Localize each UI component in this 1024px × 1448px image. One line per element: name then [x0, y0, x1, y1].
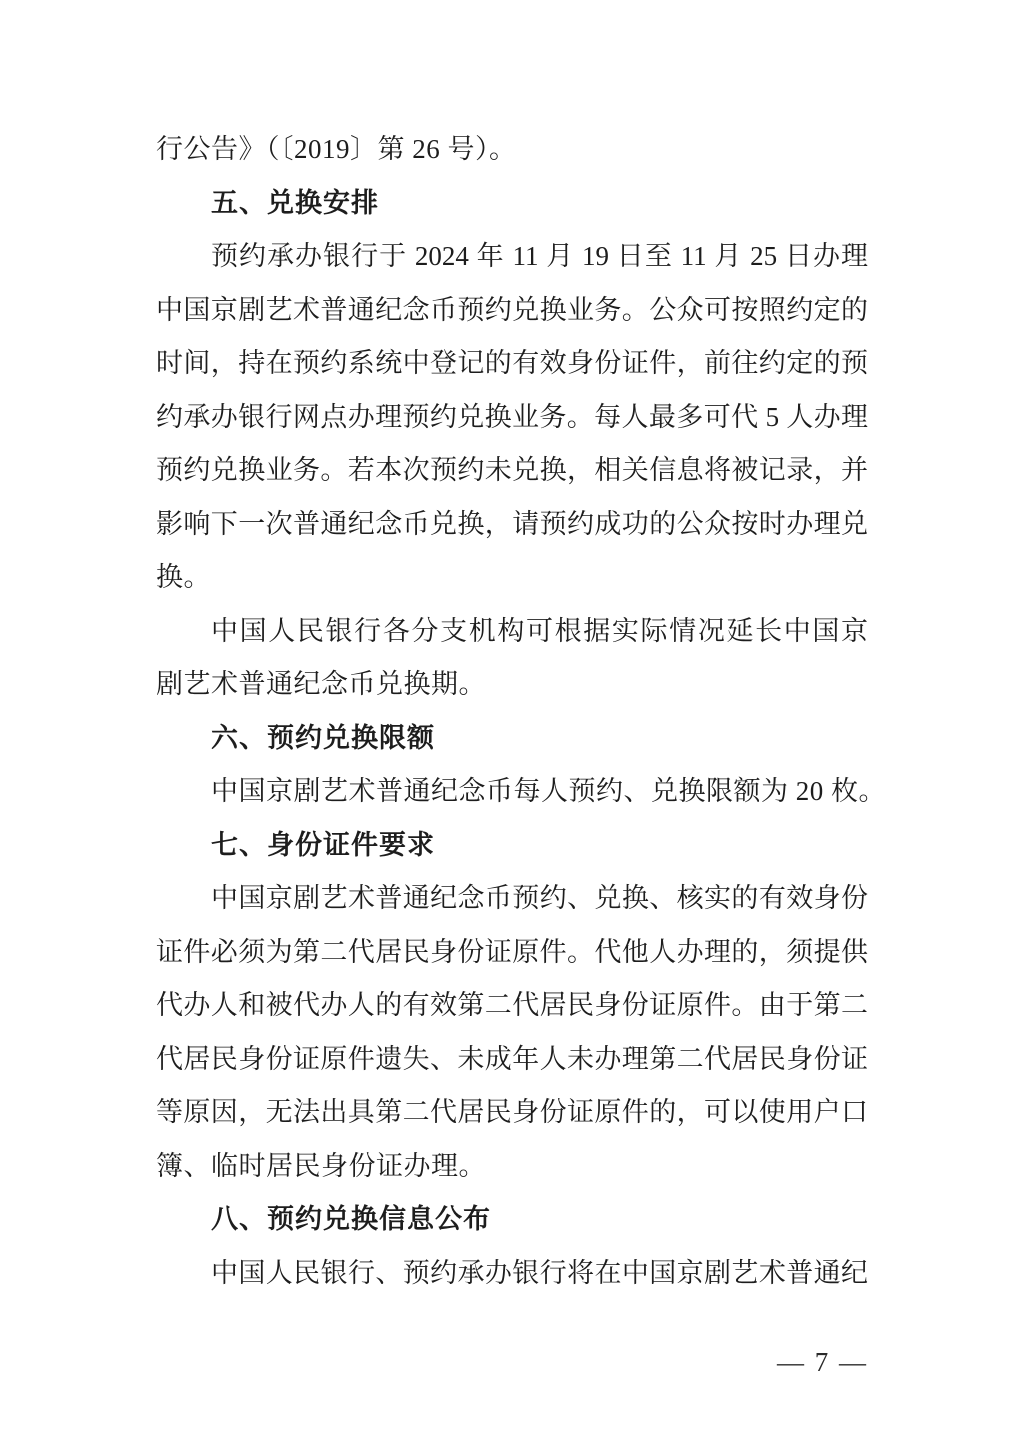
- text-line: 中国人民银行、预约承办银行将在中国京剧艺术普通纪: [211, 1257, 868, 1288]
- text-line: 剧艺术普通纪念币兑换期。: [156, 669, 486, 699]
- text-line: 簿、临时居民身份证办理。: [156, 1150, 486, 1181]
- text-line: 行公告》（〔2019〕第 26 号）。: [156, 134, 517, 164]
- text-line: 预约承办银行于 2024 年 11 月 19 日至 11 月 25 日办理: [211, 241, 868, 271]
- text-line: 中国人民银行各分支机构可根据实际情况延长中国京: [211, 615, 868, 646]
- document-body: [156, 123, 886, 1300]
- text-line: 预约兑换业务。若本次预约未兑换，相关信息将被记录，并: [156, 455, 868, 485]
- text-line: 证件必须为第二代居民身份证原件。代他人办理的，须提供: [156, 936, 868, 967]
- section-heading: 六、预约兑换限额: [211, 722, 435, 753]
- section-heading: 八、预约兑换信息公布: [211, 1204, 491, 1234]
- page-number: — 7 —: [777, 1347, 868, 1377]
- text-line: 约承办银行网点办理预约兑换业务。每人最多可代 5 人办理: [156, 401, 868, 432]
- text-line: 时间，持在预约系统中登记的有效身份证件，前往约定的预: [156, 348, 868, 378]
- text-line: 中国京剧艺术普通纪念币每人预约、兑换限额为 20 枚。: [211, 776, 886, 806]
- text-line: 影响下一次普通纪念币兑换，请预约成功的公众按时办理兑: [156, 508, 868, 539]
- section-heading: 五、兑换安排: [211, 187, 379, 218]
- text-line: 中国京剧艺术普通纪念币预约、兑换、核实的有效身份: [211, 883, 868, 913]
- text-line: 等原因，无法出具第二代居民身份证原件的，可以使用户口: [156, 1097, 868, 1127]
- section-heading: 七、身份证件要求: [211, 829, 435, 860]
- text-line: 中国京剧艺术普通纪念币预约兑换业务。公众可按照约定的: [156, 294, 868, 325]
- text-line: 换。: [156, 562, 211, 592]
- text-line: 代办人和被代办人的有效第二代居民身份证原件。由于第二: [156, 990, 868, 1020]
- text-line: 代居民身份证原件遗失、未成年人未办理第二代居民身份证: [156, 1043, 868, 1074]
